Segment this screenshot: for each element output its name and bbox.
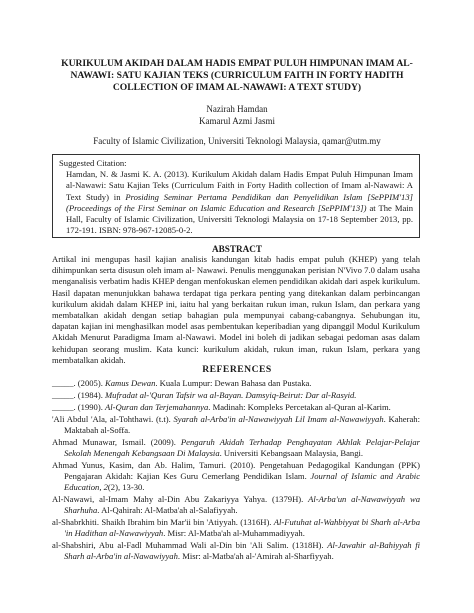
reference-item: _____. (1984). Mufradat al-'Quran Tafsir wa al-Bayan. Damsyiq-Beirut: Dar al-Rasyid. (52, 390, 357, 400)
abstract-text: Artikal ini mengupas hasil kajian analisis kandungan kitab hadis empat puluh (KHEP) yang telah dihimpunkan serta disusun oleh imam al- Nawawi. Penulis menggunakan perisian N'Vivo 7.0 dalam usaha menganalisis verbatim hadis KHEP dengan menfokuskan elemen pendidikan akidah dari aspek kurikulum. Hasil dapatan menunjukkan bahawa terdapat tiga perkara penting yang ditekankan dalam perbincangan kurikulum akidah dalam KHEP ini, iaitu hal yang berkaitan rukun iman, rukun Islam, dan perkara yang membatalkan akidah dengan setiap bahagian pula mempunyai cabang-cabangnya. Sehubungan itu, dapatan kajian ini menghasilkan model asas pembentukan keperibadian yang dipanggil Modul Kurikulum Akidah Menurut Paradigma Imam al-Nawawi. Model ini boleh di jadikan sebagai pedoman asas dalam kehidupan seorang muslim. Kata kunci: kurikulum akidah, rukun iman, rukun Islam, perkara yang membatalkan akidah. (52, 254, 420, 365)
paper-title: KURIKULUM AKIDAH DALAM HADIS EMPAT PULUH HIMPUNAN IMAM AL-NAWAWI: SATU KAJIAN TEKS (CURRICULUM FAITH IN FORTY HADITH COLLECTION OF IMAM AL-NAWAWI: A TEXT STUDY) (61, 58, 413, 94)
author-list (50, 103, 424, 127)
citation-proceedings-title: Prosiding Seminar Pertama Pendidikan dan Penyelidikan Islam [SePPIM'13] (Proceedings of the First Seminar on Islamic Education and Research [SePPIM'13]) (66, 191, 413, 213)
reference-item: Ahmad Yunus, Kasim, dan Ab. Halim, Tamuri. (2010). Pengetahuan Pedagogikal Kandungan (PPK) Pengajaran Akidah: Kajian Kes Guru Cemerlang Pendidikan Islam. Journal of Islamic and Arabic Education, 2(2), 13-30. (52, 460, 421, 492)
abstract-heading: ABSTRACT (211, 244, 263, 254)
reference-item: al-Shabshiri, Abu al-Fadl Muhammad Wali al-Din bin 'Ali Salim. (1318H). Al-Jawahir al-Bahiyyah fi Sharh al-Arba'in al-Nawawiyyah. Misr: al-Matba'ah al-'Amirah al-Sharfiyyah. (52, 540, 420, 561)
reference-list (52, 378, 420, 563)
reference-item: _____. (1990). Al-Quran dan Terjemahannya. Madinah: Kompleks Percetakan al-Quran al-Karim. (52, 402, 391, 412)
author-name: Kamarul Azmi Jasmi (199, 116, 275, 126)
reference-item: Al-Nawawi, al-Imam Mahy al-Din Abu Zakariyya Yahya. (1379H). Al-Arba'un al-Nawawiyyah wa Sharhuha. Al-Qahirah: Al-Matba'ah al-Salafiyyah. (52, 494, 421, 515)
citation-part: Hamdan, N. & Jasmi K. A. (2013). Kurikulum Akidah dalam Hadis Empat Puluh Himpunan Imam al-Nawawi: Satu Kajian Teks (Curriculum Faith in Forty Hadith collection of Imam al-Nawawi: A Text Study) in (66, 169, 413, 202)
author-name: Nazirah Hamdan (206, 104, 268, 114)
citation-part: at The Main Hall, Faculty of Islamic Civilization, Universiti Teknologi Malaysia on 17-18 September 2013, pp. 172-191. ISBN: 978-967-12085-0-2. (66, 202, 413, 236)
reference-item: al-Shabrkhiti. Shaikh Ibrahim bin Mar'ii bin 'Atiyyah. (1316H). Al-Futuhat al-Wahbiyyat bi Sharh al-Arba 'in Hadithan al-Nawawiyyah. Misr: Al-Matba'ah al-Muhammadiyyah. (52, 517, 420, 538)
reference-item: 'Ali Abdul 'Ala, al-Tohthawi. (t.t). Syarah al-Arba'in al-Nawawiyyah Lil Imam al-Nawawiyyah. Kaherah: Maktabah al-Soffa. (52, 414, 420, 435)
citation-text (59, 169, 413, 236)
reference-item: Ahmad Munawar, Ismail. (2009). Pengaruh Akidah Terhadap Penghayatan Akhlak Pelajar-Pelajar Sekolah Menengah Kebangsaan Di Malaysia. Universiti Kebangsaan Malaysia, Bangi. (52, 437, 421, 458)
suggested-citation-box (52, 154, 420, 238)
affiliation: Faculty of Islamic Civilization, Universiti Teknologi Malaysia, qamar@utm.my (93, 136, 381, 146)
reference-item: _____. (2005). Kamus Dewan. Kuala Lumpur: Dewan Bahasa dan Pustaka. (52, 378, 312, 388)
citation-heading: Suggested Citation: (59, 158, 127, 168)
references-heading: REFERENCES (202, 364, 272, 375)
